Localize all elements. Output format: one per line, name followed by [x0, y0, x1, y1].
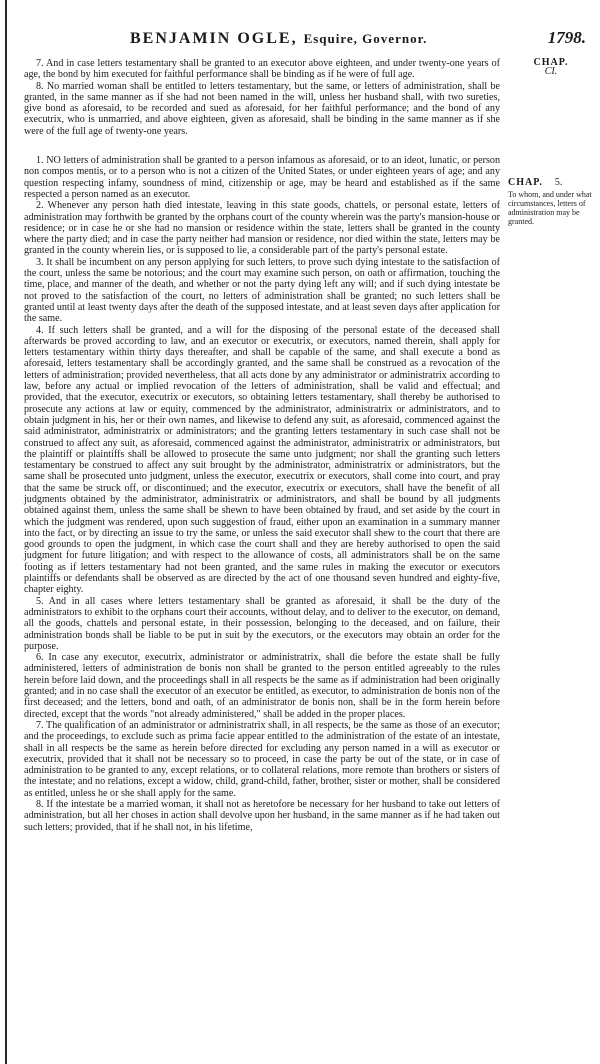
paragraph: 7. The qualification of an administrator or administratrix shall, in all respects, be the same as those of an executor; and the proceedings, to exclude such as prima facie appear entitled to the administration of the estate of an intestate, shall in all respects be the same as herein before directed for excluding any person named in a will as executor or executrix, provided that it shall not be necessary so to proceed, in case the party be out of the state, or in case of administration to be granted to any, except relations, or to collateral relations, more remote than brothers or sisters of the intestate; and no relations, except a widow, child, grand-child, father, brother, sister or mother, shall be considered as entitled, unless he or she shall apply for the same.	[24, 719, 500, 799]
margin-note: To whom, and under what circumstances, letters of administration may be granted.	[508, 190, 592, 226]
chapter-number: CI.	[544, 66, 558, 77]
chapter-marker-top	[508, 58, 594, 76]
running-title	[130, 30, 427, 48]
chapter-label: CHAP.	[533, 57, 569, 68]
running-header	[20, 30, 600, 52]
law-text	[24, 58, 500, 833]
chapter-number: 5.	[554, 177, 563, 188]
paragraph: 8. No married woman shall be entitled to letters testamentary, but the same, or letters of administration, shall be granted, in the same manner as if she had not been named in the will, unless her husband shall, with two sureties, give bond as aforesaid, to be recorded and sued as aforesaid, for her faithful performance; and the bond of any executrix, who is unmarried, and above eighteen, given as aforesaid, shall be binding in the same manner as if she were of the full age of twenty-one years.	[24, 80, 500, 137]
paragraph: 8. If the intestate be a married woman, it shall not as heretofore be necessary for her husband to take out letters of administration, but all her choses in action shall devolve upon her husband, in the same manner as if he had taken out such letters; provided, that if he shall not, in his lifetime,	[24, 799, 500, 833]
chapter-label: CHAP.	[508, 177, 543, 188]
paragraph: 6. In case any executor, executrix, administrator or administratrix, shall die before the estate shall be fully administered, letters of administration de bonis non shall be granted to the person entitled agreeably to the rules herein before laid down, and the proceedings shall in all respects be the same as if administration had been originally granted; and in no case shall the executor of an executor be entitled, as executor, to administration de bonis non of the first deceased; and the letters, bond and oath, of an administrator de bonis non, shall be in the form herein before directed, except that the words "not already administered," shall be added in the proper places.	[24, 652, 500, 720]
paragraph: 2. Whenever any person hath died intestate, leaving in this state goods, chattels, or personal estate, letters of administration may forthwith be granted by the orphans court of the county wherein was the party's mansion-house or residence; or in case he or she had no mansion or residence within the state, letters shall be granted in the county where the party died; and in case the party neither had mansion or residence, nor died within the state, letters may be granted in the county wherein lies, or is supposed to lie, a considerable part of the party's personal estate.	[24, 200, 500, 257]
paragraph: 1. NO letters of administration shall be granted to a person infamous as aforesaid, or to an ideot, lunatic, or person non compos mentis, or to a person who is not a citizen of the United States, or under eighteen years of age; and any question respecting infamy, soundness of mind, citizenship or age, may be heard and established as if the same respected a person named as an executor.	[24, 155, 500, 200]
binding-edge-line	[5, 0, 7, 1064]
title-office: Esquire, Governor.	[303, 31, 428, 46]
paragraph: 3. It shall be incumbent on any person applying for such letters, to prove such dying intestate to the satisfaction of the court, unless the same be notorious; and the court may examine such person, on oath or affirmation, touching the time, place, and manner of the death, and whether or not the party dying left any will; and if such dying intestate be not proved to the satisfaction of the court, no letters of administration shall be granted; no such letters shall be granted until at least twenty days after the death of the supposed intestate, and at least seven days after application for the same.	[24, 256, 500, 325]
paragraph: 5. And in all cases where letters testamentary shall be granted as aforesaid, it shall be the duty of the administrators to exhibit to the orphans court their accounts, without delay, and to deliver to the executor, on demand, all the goods, chattels and personal estate, in their possession, belonging to the deceased, and on failure, their administration bonds shall be liable to be put in suit by the executors, or the executors may obtain an order for the purpose.	[24, 595, 500, 652]
title-name: BENJAMIN OGLE,	[130, 30, 298, 47]
paragraph: 7. And in case letters testamentary shall be granted to an executor above eighteen, and under twenty-one years of age, the bond by him executed for faithful performance shall be binding as if he were of full age.	[24, 58, 500, 81]
chapter-marker-second	[508, 178, 594, 226]
paragraph: 4. If such letters shall be granted, and a will for the disposing of the personal estate of the deceased shall afterwards be proved according to law, and an executor or executrix, or executors, named therein, shall apply for letters testamentary within thirty days thereafter, and shall be capable of the same, and shall execute a bond as aforesaid, letters testamentary shall be accordingly granted, and the same shall be construed as a revocation of the letters of administration; provided nevertheless, that all acts done by any administrator or administratrix according to law, before any actual or implied revocation of the letters of administration, shall be valid and effectual; and provided, that the executor, executrix or executors, so obtaining letters testamentary, shall thereby be authorised to prosecute any actions at law or equity, commenced by the administrator, administratrix or administrators, and to obtain judgment in his, her or their own names, and likewise to defend any suit, as aforesaid, commenced against the said administrator, administratrix or administrators; and the granting letters testamentary in such case shall not be construed to affect any suit, as aforesaid, commenced against the administrator, administratrix or administrators, but the plaintiff or plaintiffs shall be allowed to prosecute the same unto judgment; nor shall the granting such letters testamentary be construed to affect any suit brought by the administrator, administratrix or administrators, but the same shall be prosecuted unto judgment, unless the executor, executrix or executors, shall come into court, and pray that the same be struck off, or discontinued; and the executor, executrix or executors, shall have the benefit of all judgments obtained by the administrator, administratrix or administrators, and shall be bound by all judgments obtained against them, unless the same shall be shewn to have been obtained by fraud, and set aside by the court in which the judgment was rendered, upon such suggestion of fraud, either upon an examination in a summary manner into the fact, or by directing an issue to try the same, or unless the said executor shall shew to the court that there are good grounds to open the judgment, in which case the court shall and they are hereby authorised to open the said judgment for future litigation; and with respect to the allowance of costs, all administrators shall be on the same footing as if letters testamentary had not been granted, and the same rules in making the executor or executors plaintiffs or defendants shall be observed as are directed by the act of one thousand seven hundred and eighty-five, chapter eighty.	[24, 324, 500, 596]
page-year: 1798.	[547, 28, 586, 47]
